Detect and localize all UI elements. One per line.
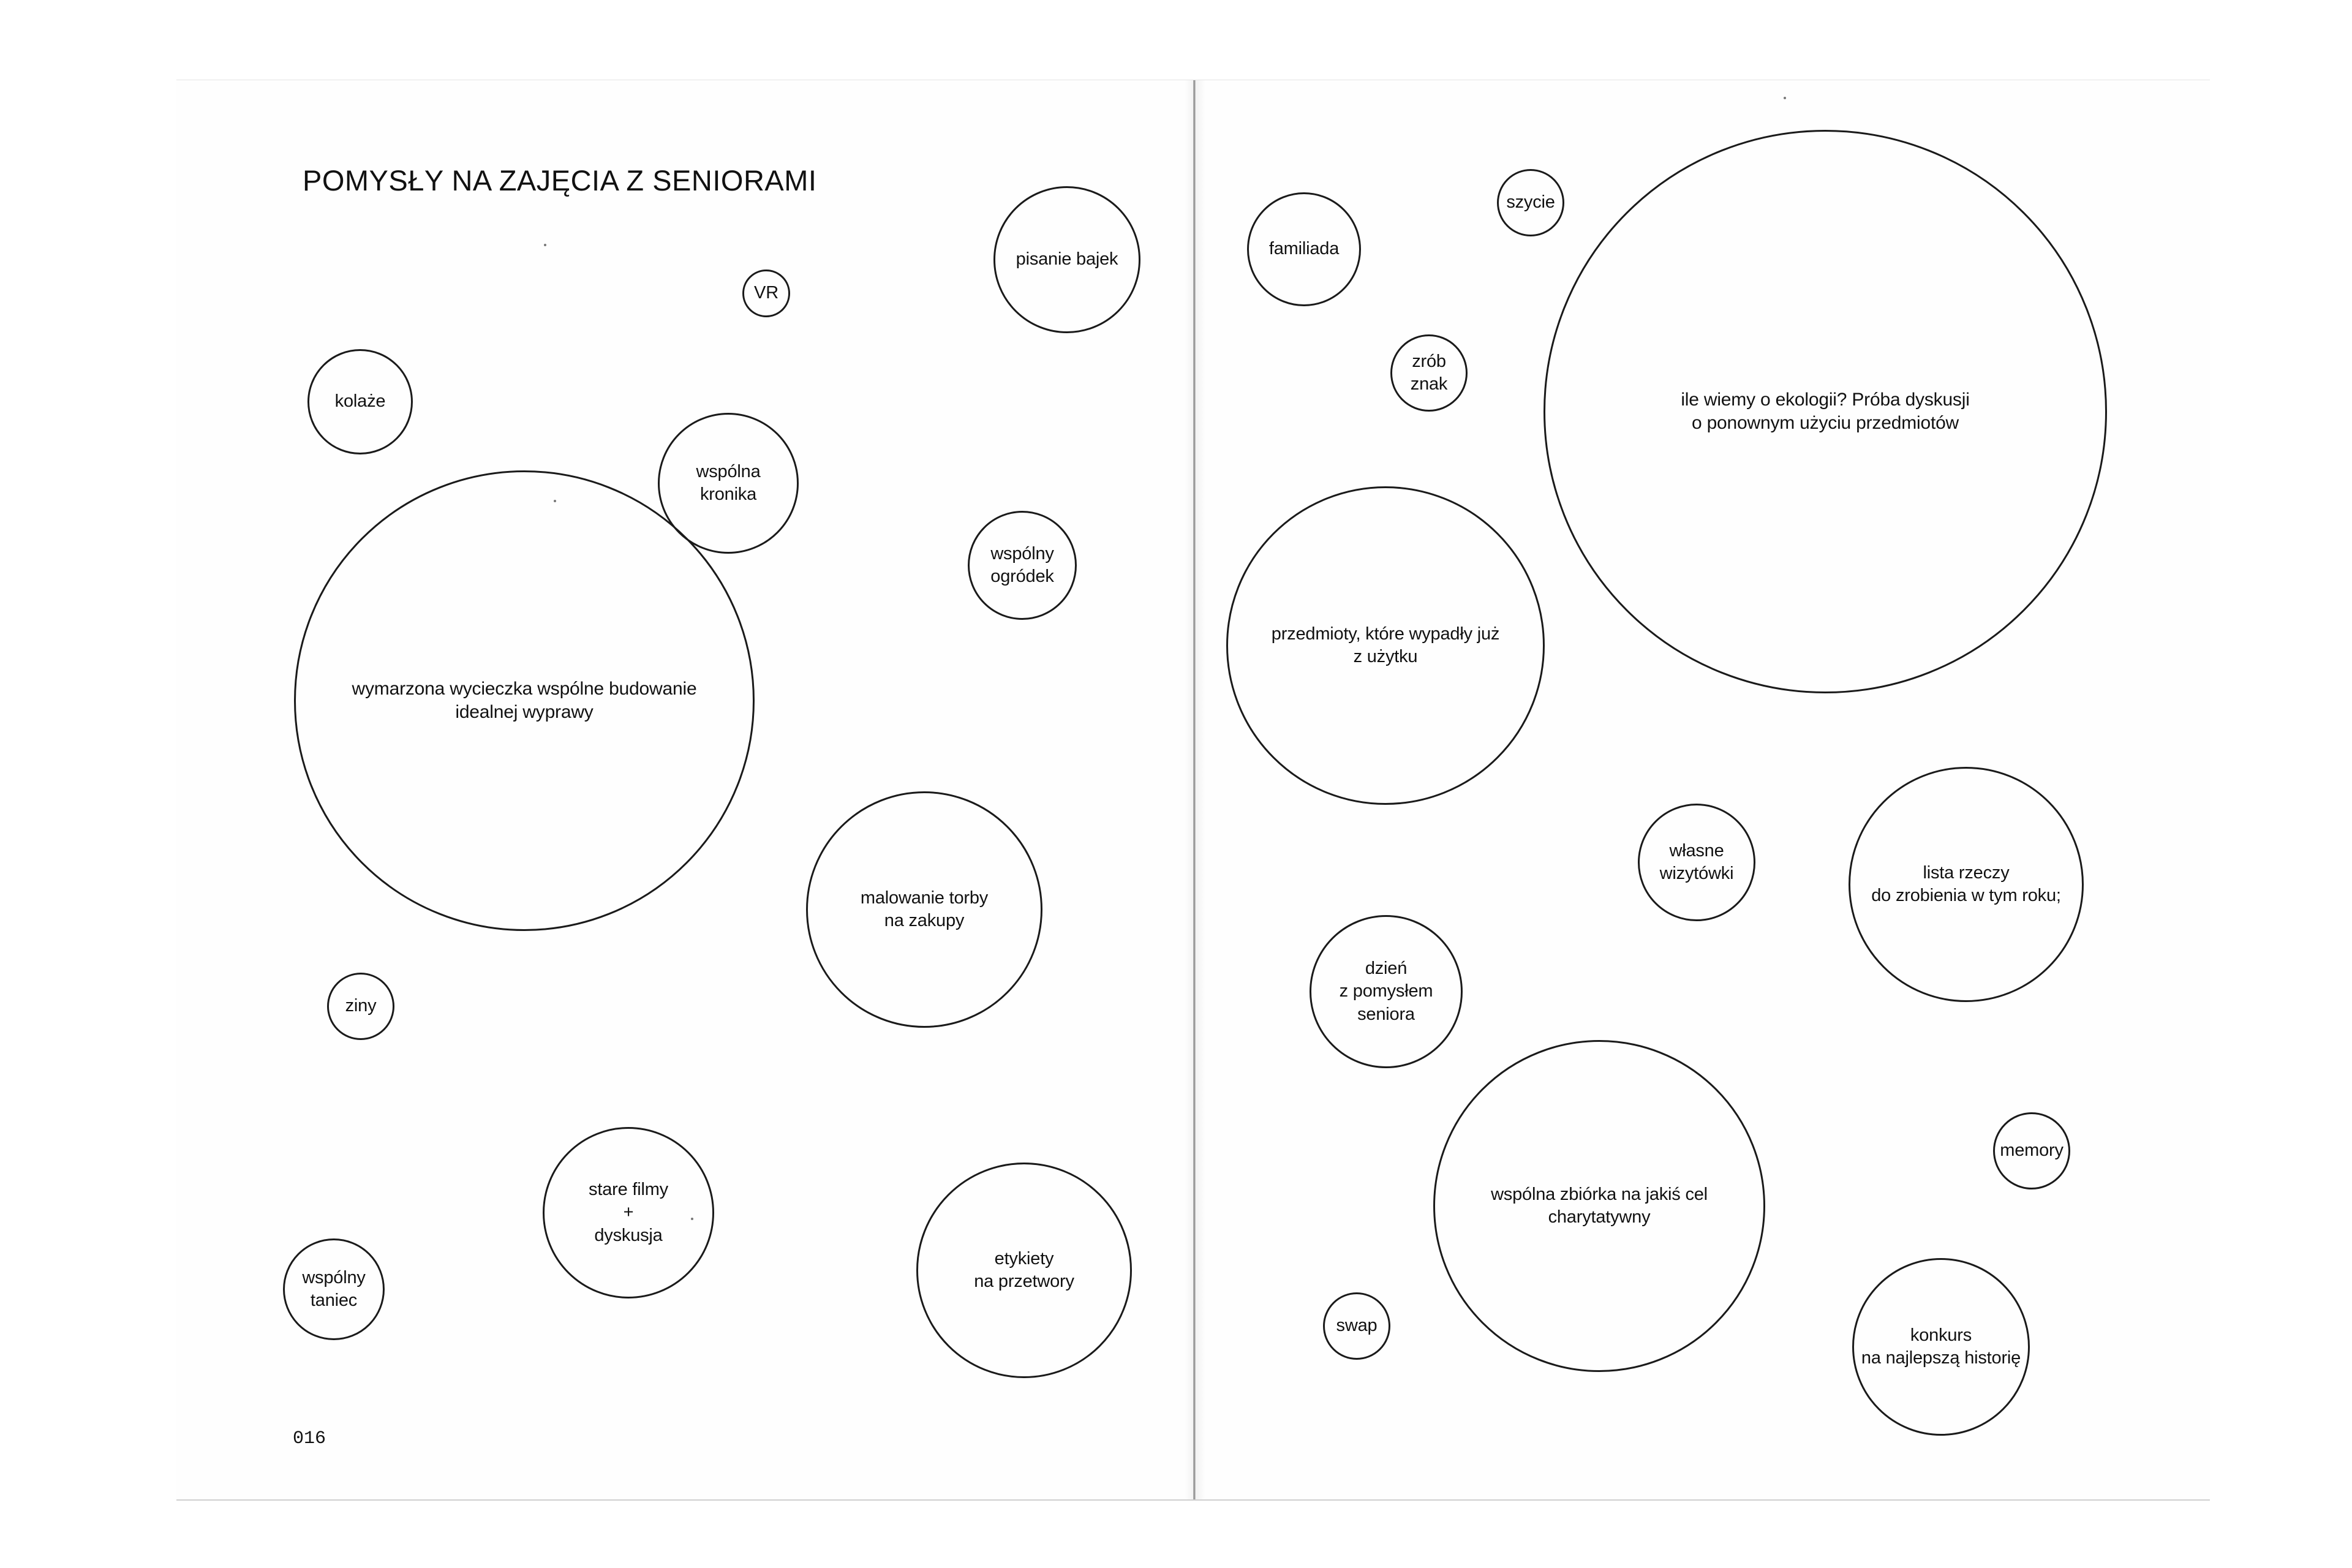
bubble-konkurs [1852,1258,2030,1436]
bubble-wymarzona-wycieczka [294,470,755,931]
bubble-label: kolaże [334,391,386,412]
bubble-wlasne-wizytowki [1638,804,1755,921]
bubble-zrob-znak [1390,334,1468,412]
bubble-vr [742,270,790,317]
bubble-label: wspólna zbiórka na jakiś cel charytatywny [1491,1184,1708,1227]
bubble-label: przedmioty, które wypadły już z użytku [1271,624,1500,666]
bubble-label: dzień z pomysłem seniora [1339,959,1433,1024]
bubble-label: familiada [1268,239,1340,259]
bubble-ekologia [1544,130,2107,693]
bubble-label: ziny [345,996,377,1016]
bubble-label: stare filmy + dyskusja [589,1180,668,1245]
bubble-wspolna-zbiorka [1433,1040,1765,1372]
bubble-dzien-z-pomyslem [1310,915,1463,1068]
bubble-label: pisanie bajek [1016,249,1118,270]
bubble-etykiety [916,1163,1132,1378]
bubble-label: etykiety na przetwory [974,1248,1074,1291]
bubble-lista-rzeczy [1849,767,2084,1002]
bubble-label: memory [2000,1140,2064,1161]
bubble-kolaze [307,349,413,454]
bubble-label: wspólny taniec [302,1267,366,1310]
bubble-szycie [1497,169,1564,236]
bubble-wspolny-ogrodek [968,511,1077,620]
scan-speck [554,500,556,502]
bubble-wspolny-taniec [283,1238,385,1340]
bubble-label: lista rzeczy do zrobienia w tym roku; [1871,862,2061,905]
bubble-label: własne wizytówki [1659,840,1734,883]
bubble-przedmioty [1226,486,1545,805]
bubble-label: ile wiemy o ekologii? Próba dyskusji o ponownym użyciu przedmiotów [1681,389,1970,433]
bubble-label: konkurs na najlepszą historię [1861,1325,2021,1368]
bubble-memory [1993,1112,2070,1189]
bubble-familiada [1247,192,1361,306]
bubble-label: zrób znak [1410,351,1448,394]
bubble-label: wspólna kronika [696,461,761,504]
scan-speck [691,1218,693,1220]
bubble-label: swap [1336,1316,1378,1336]
bubble-malowanie-torby [806,791,1042,1028]
scan-speck [1784,97,1786,99]
bubble-stare-filmy [543,1127,714,1298]
bubble-label: szycie [1506,192,1555,213]
book-spine [1193,80,1196,1501]
bubble-label: VR [754,283,778,303]
bubble-label: wymarzona wycieczka wspólne budowanie idealnej wyprawy [352,678,697,722]
scan-speck [544,244,546,246]
bubble-pisanie-bajek [993,186,1140,333]
page-bottom-edge [176,1499,2210,1501]
bubble-label: malowanie torby na zakupy [860,888,989,930]
bubble-swap [1323,1292,1390,1360]
bubble-ziny [327,973,394,1040]
page-number: 016 [293,1428,326,1449]
bubble-label: wspólny ogródek [990,543,1054,586]
page-title: POMYSŁY NA ZAJĘCIA Z SENIORAMI [303,164,817,197]
